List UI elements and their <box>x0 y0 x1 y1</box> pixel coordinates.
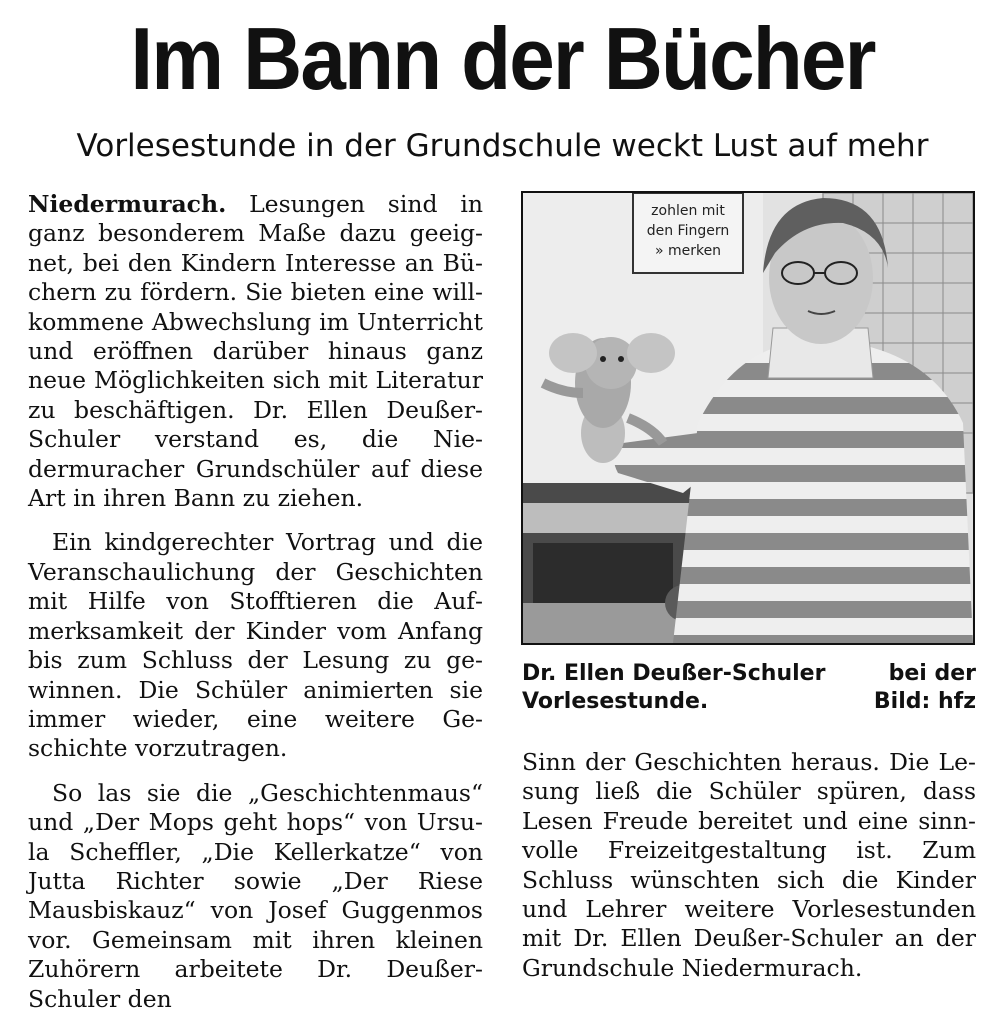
sign-text-3: » merken <box>654 243 722 259</box>
headline: Im Bann der Bücher <box>130 9 875 108</box>
paragraph-3: So las sie die „Geschichtenmaus“ und „Der Mops geht hops“ von Ursula Scheffler, „Die Kellerkatze“ von Jutta Richter sowie „Der Riese Mausbiskauz“ von Josef Guggenmos vor. Gemeinsam mit ihren kleinen Zuhörern arbeitete Dr. Deußer-Schuler den <box>28 778 483 1013</box>
subheadline: Vorlesestunde in der Grundschule weckt Lust auf mehr <box>76 128 929 164</box>
paragraph-4: Sinn der Geschichten heraus. Die Lesung ließ die Schüler spüren, dass Lesen Freude bereitet und eine sinnvolle Freizeitgestaltung ist. Zum Schluss wünschten sich die Kinder und Lehrer weitere Vorlesestunden mit Dr. Ellen Deußer-Schuler an der Grundschule Niedermurach. <box>522 748 976 982</box>
caption-name: Dr. Ellen Deußer-Schuler <box>522 661 826 686</box>
paragraph-1-text: Lesungen sind in ganz besonderem Maße dazu geeignet, bei den Kindern Interesse an Büchern zu fördern. Sie bieten eine willkommene Abwechslung im Unterricht und eröffnen darüber hinaus ganz neue Möglichkeiten sich mit Literatur zu beschäftigen. Dr. Ellen Deußer-Schuler verstand es, die Niedermuracher Grundschüler auf diese Art in ihren Bann zu ziehen. <box>28 190 483 513</box>
caption-event: Vorlesestunde. <box>522 689 709 714</box>
article-column-right <box>522 748 976 983</box>
caption-line-1 <box>522 660 976 688</box>
sign-text-2: den Fingern <box>646 223 730 239</box>
paragraph-2: Ein kindgerechter Vortrag und die Veranschaulichung der Geschichten mit Hilfe von Stofftieren die Aufmerksamkeit der Kinder vom Anfang bis zum Schluss der Lesung zu gewinnen. Die Schüler animierten sie immer wieder, eine weitere Geschichte vorzutragen. <box>28 528 483 763</box>
article-photo <box>521 191 975 645</box>
photo-illustration <box>523 193 973 643</box>
photo-caption <box>522 660 976 716</box>
caption-bei-der: bei der <box>888 661 976 686</box>
paragraph-1 <box>28 190 483 513</box>
sign-text-1: zohlen mit <box>651 203 725 219</box>
caption-line-2 <box>522 688 976 716</box>
photo-credit: Bild: hfz <box>873 689 976 714</box>
article-column-left <box>28 190 483 1014</box>
dateline: Niedermurach. <box>28 190 227 218</box>
